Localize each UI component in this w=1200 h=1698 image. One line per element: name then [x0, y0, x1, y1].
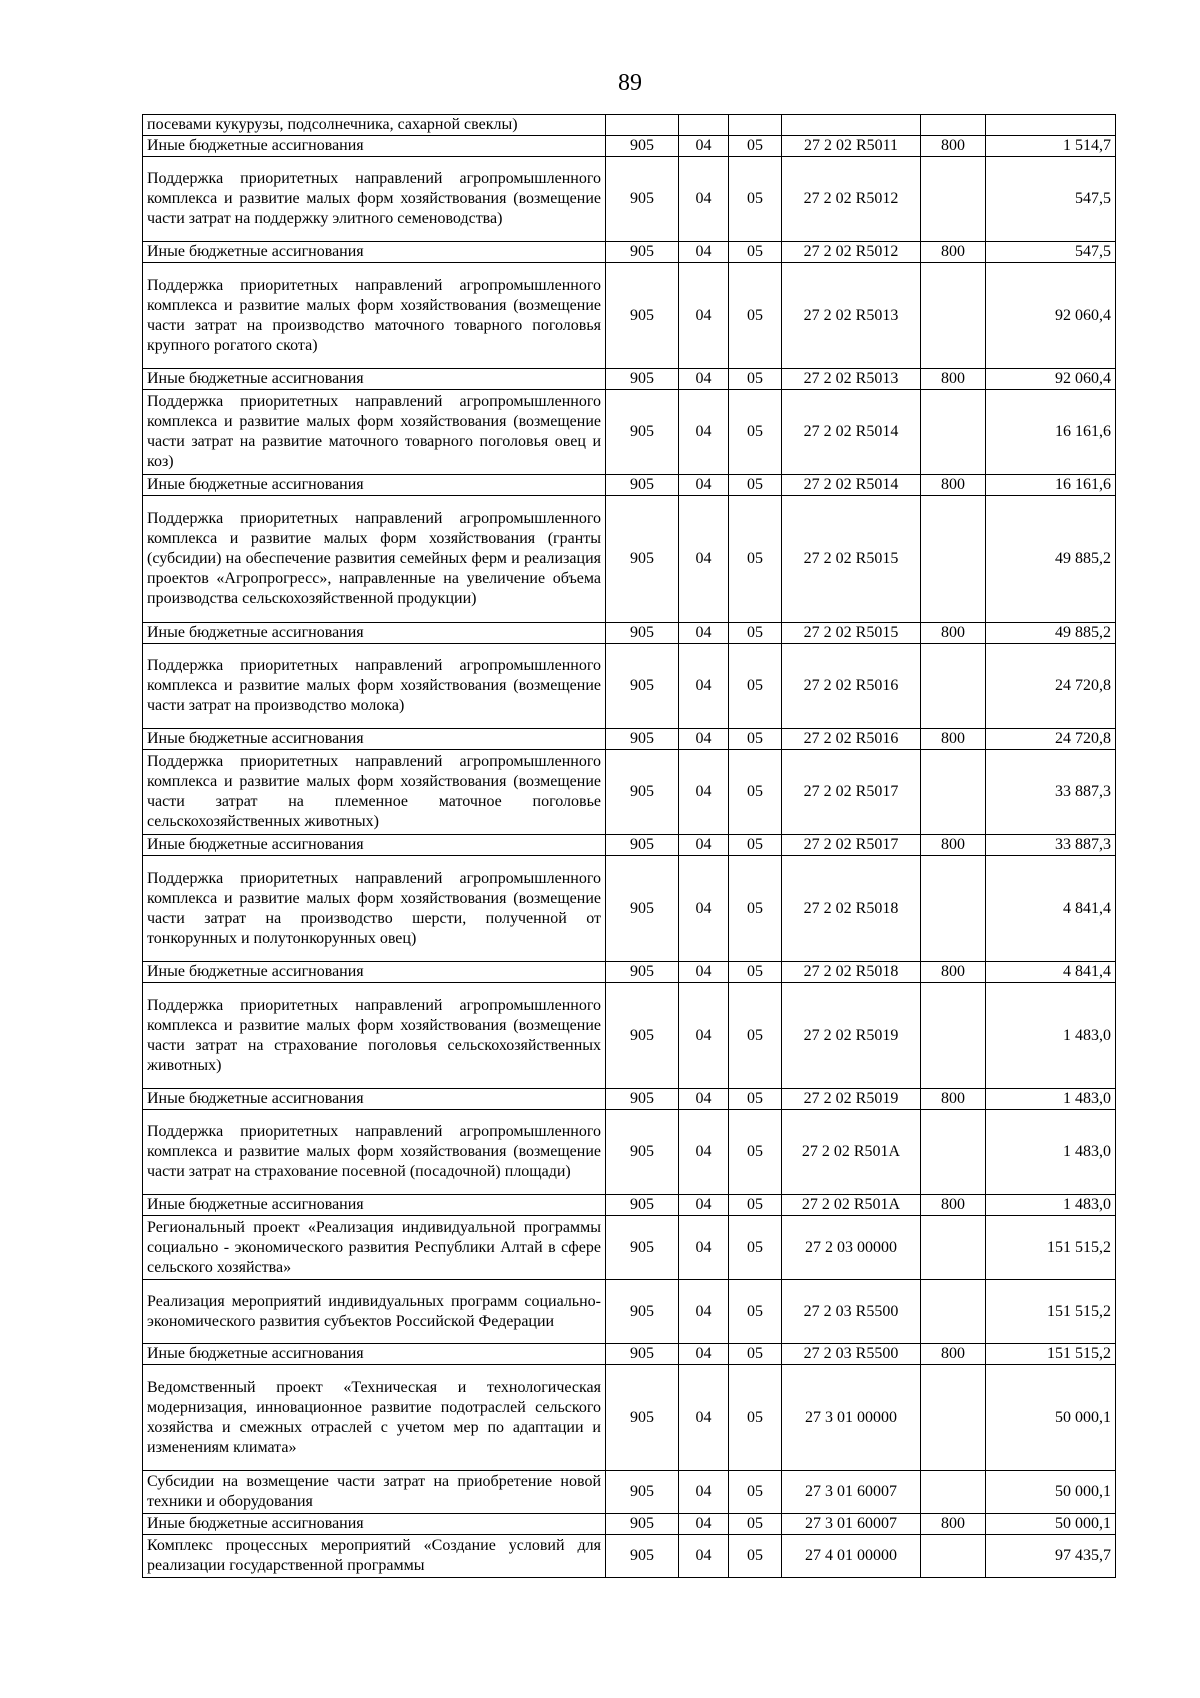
- row-description: Поддержка приоритетных направлений агропромышленного комплекса и развитие малых форм хозяйствования (возмещение части затрат на развитие маточного товарного поголовья овец и коз): [143, 390, 606, 475]
- table-row: [143, 369, 1116, 390]
- row-subsection-code: 05: [729, 1089, 782, 1110]
- row-amount: 16 161,6: [986, 475, 1116, 496]
- row-expense-type-code: [921, 1280, 986, 1344]
- table-row: [143, 644, 1116, 729]
- table-row: [143, 750, 1116, 835]
- row-section-code: 04: [679, 750, 729, 835]
- table-row: [143, 962, 1116, 983]
- row-grbs-code: 905: [606, 136, 679, 157]
- table-row: [143, 729, 1116, 750]
- row-section-code: 04: [679, 157, 729, 242]
- page-number: 89: [618, 70, 642, 96]
- row-expense-type-code: [921, 115, 986, 136]
- row-subsection-code: 05: [729, 496, 782, 623]
- row-amount: 547,5: [986, 157, 1116, 242]
- row-section-code: 04: [679, 644, 729, 729]
- row-expense-type-code: 800: [921, 1195, 986, 1216]
- row-subsection-code: 05: [729, 835, 782, 856]
- row-grbs-code: 905: [606, 1471, 679, 1514]
- row-expense-type-code: 800: [921, 136, 986, 157]
- row-grbs-code: 905: [606, 644, 679, 729]
- row-section-code: 04: [679, 136, 729, 157]
- row-amount: 4 841,4: [986, 856, 1116, 962]
- row-target-item-code: 27 2 02 R501A: [782, 1195, 921, 1216]
- row-description: Поддержка приоритетных направлений агропромышленного комплекса и развитие малых форм хозяйствования (возмещение части затрат на племенное маточное поголовье сельскохозяйственных животных): [143, 750, 606, 835]
- row-target-item-code: 27 2 02 R5014: [782, 390, 921, 475]
- row-section-code: 04: [679, 835, 729, 856]
- row-subsection-code: 05: [729, 369, 782, 390]
- row-section-code: 04: [679, 1471, 729, 1514]
- row-amount: 1 483,0: [986, 1110, 1116, 1195]
- row-amount: 1 514,7: [986, 136, 1116, 157]
- row-grbs-code: 905: [606, 1110, 679, 1195]
- row-expense-type-code: [921, 983, 986, 1089]
- row-description: Комплекс процессных мероприятий «Создание условий для реализации государственной программы: [143, 1535, 606, 1578]
- row-subsection-code: 05: [729, 157, 782, 242]
- row-subsection-code: 05: [729, 1535, 782, 1578]
- table-row: [143, 1195, 1116, 1216]
- row-description: Иные бюджетные ассигнования: [143, 729, 606, 750]
- row-expense-type-code: 800: [921, 1514, 986, 1535]
- row-expense-type-code: 800: [921, 242, 986, 263]
- row-expense-type-code: [921, 1471, 986, 1514]
- row-amount: 151 515,2: [986, 1344, 1116, 1365]
- row-section-code: 04: [679, 1535, 729, 1578]
- row-amount: 97 435,7: [986, 1535, 1116, 1578]
- row-section-code: 04: [679, 983, 729, 1089]
- table-row: [143, 835, 1116, 856]
- row-target-item-code: 27 2 02 R5016: [782, 644, 921, 729]
- row-subsection-code: 05: [729, 1195, 782, 1216]
- row-amount: 33 887,3: [986, 750, 1116, 835]
- row-section-code: 04: [679, 1365, 729, 1471]
- table-row: [143, 390, 1116, 475]
- row-description: Поддержка приоритетных направлений агропромышленного комплекса и развитие малых форм хозяйствования (гранты (субсидии) на обеспечение развития семейных ферм и реализация проектов «Агропрогресс», направленные на увеличение объема производства сельскохозяйственной продукции): [143, 496, 606, 623]
- row-section-code: 04: [679, 856, 729, 962]
- table-row: [143, 475, 1116, 496]
- row-grbs-code: 905: [606, 369, 679, 390]
- row-amount: 50 000,1: [986, 1514, 1116, 1535]
- row-section-code: 04: [679, 242, 729, 263]
- row-expense-type-code: 800: [921, 1089, 986, 1110]
- row-grbs-code: 905: [606, 390, 679, 475]
- row-grbs-code: 905: [606, 475, 679, 496]
- row-section-code: 04: [679, 390, 729, 475]
- table-row: [143, 242, 1116, 263]
- row-grbs-code: 905: [606, 750, 679, 835]
- row-amount: 151 515,2: [986, 1280, 1116, 1344]
- row-target-item-code: 27 2 02 R5019: [782, 983, 921, 1089]
- row-subsection-code: 05: [729, 1471, 782, 1514]
- row-amount: 151 515,2: [986, 1216, 1116, 1280]
- row-description: Поддержка приоритетных направлений агропромышленного комплекса и развитие малых форм хозяйствования (возмещение части затрат на производство шерсти, полученной от тонкорунных и полутонкорунных овец): [143, 856, 606, 962]
- row-expense-type-code: [921, 390, 986, 475]
- row-subsection-code: 05: [729, 1344, 782, 1365]
- row-expense-type-code: 800: [921, 1344, 986, 1365]
- row-grbs-code: [606, 115, 679, 136]
- budget-table: [142, 114, 1116, 1578]
- row-expense-type-code: [921, 644, 986, 729]
- row-amount: 50 000,1: [986, 1365, 1116, 1471]
- row-target-item-code: 27 3 01 60007: [782, 1514, 921, 1535]
- row-grbs-code: 905: [606, 1535, 679, 1578]
- row-description: Поддержка приоритетных направлений агропромышленного комплекса и развитие малых форм хозяйствования (возмещение части затрат на поддержку элитного семеноводства): [143, 157, 606, 242]
- row-amount: 1 483,0: [986, 1089, 1116, 1110]
- row-target-item-code: 27 2 03 00000: [782, 1216, 921, 1280]
- row-description: Поддержка приоритетных направлений агропромышленного комплекса и развитие малых форм хозяйствования (возмещение части затрат на производство маточного товарного поголовья крупного рогатого скота): [143, 263, 606, 369]
- row-subsection-code: 05: [729, 623, 782, 644]
- row-subsection-code: 05: [729, 962, 782, 983]
- row-target-item-code: 27 2 02 R5013: [782, 263, 921, 369]
- row-target-item-code: 27 2 02 R5018: [782, 962, 921, 983]
- row-grbs-code: 905: [606, 1089, 679, 1110]
- row-grbs-code: 905: [606, 1344, 679, 1365]
- row-target-item-code: 27 2 02 R501A: [782, 1110, 921, 1195]
- row-subsection-code: 05: [729, 1280, 782, 1344]
- row-subsection-code: 05: [729, 242, 782, 263]
- table-row: [143, 623, 1116, 644]
- row-target-item-code: 27 2 02 R5015: [782, 496, 921, 623]
- row-description: Иные бюджетные ассигнования: [143, 475, 606, 496]
- row-subsection-code: 05: [729, 475, 782, 496]
- table-row: [143, 1280, 1116, 1344]
- table-row: [143, 496, 1116, 623]
- row-target-item-code: 27 2 02 R5013: [782, 369, 921, 390]
- row-subsection-code: 05: [729, 856, 782, 962]
- row-grbs-code: 905: [606, 1514, 679, 1535]
- row-target-item-code: 27 3 01 00000: [782, 1365, 921, 1471]
- row-expense-type-code: [921, 157, 986, 242]
- table-row: [143, 1089, 1116, 1110]
- row-description: Иные бюджетные ассигнования: [143, 1195, 606, 1216]
- row-amount: 1 483,0: [986, 983, 1116, 1089]
- row-target-item-code: [782, 115, 921, 136]
- row-amount: 92 060,4: [986, 369, 1116, 390]
- row-description: Иные бюджетные ассигнования: [143, 1514, 606, 1535]
- row-description: Субсидии на возмещение части затрат на приобретение новой техники и оборудования: [143, 1471, 606, 1514]
- row-description: Иные бюджетные ассигнования: [143, 136, 606, 157]
- row-section-code: 04: [679, 263, 729, 369]
- row-amount: 24 720,8: [986, 644, 1116, 729]
- row-description: Иные бюджетные ассигнования: [143, 242, 606, 263]
- table-row: [143, 1471, 1116, 1514]
- table-row: [143, 115, 1116, 136]
- row-grbs-code: 905: [606, 856, 679, 962]
- row-target-item-code: 27 2 02 R5012: [782, 157, 921, 242]
- table-row: [143, 1514, 1116, 1535]
- row-amount: 92 060,4: [986, 263, 1116, 369]
- row-target-item-code: 27 2 02 R5012: [782, 242, 921, 263]
- row-subsection-code: 05: [729, 1110, 782, 1195]
- row-expense-type-code: [921, 750, 986, 835]
- row-section-code: 04: [679, 496, 729, 623]
- row-subsection-code: 05: [729, 983, 782, 1089]
- row-description: Поддержка приоритетных направлений агропромышленного комплекса и развитие малых форм хозяйствования (возмещение части затрат на страхование поголовья сельскохозяйственных животных): [143, 983, 606, 1089]
- row-amount: 24 720,8: [986, 729, 1116, 750]
- row-grbs-code: 905: [606, 263, 679, 369]
- row-section-code: 04: [679, 1280, 729, 1344]
- row-target-item-code: 27 2 02 R5015: [782, 623, 921, 644]
- row-description: Региональный проект «Реализация индивидуальной программы социально - экономического развития Республики Алтай в сфере сельского хозяйства»: [143, 1216, 606, 1280]
- row-target-item-code: 27 3 01 60007: [782, 1471, 921, 1514]
- row-grbs-code: 905: [606, 983, 679, 1089]
- row-description: Поддержка приоритетных направлений агропромышленного комплекса и развитие малых форм хозяйствования (возмещение части затрат на страхование посевной (посадочной) площади): [143, 1110, 606, 1195]
- row-target-item-code: 27 2 02 R5018: [782, 856, 921, 962]
- row-grbs-code: 905: [606, 1365, 679, 1471]
- row-description: Поддержка приоритетных направлений агропромышленного комплекса и развитие малых форм хозяйствования (возмещение части затрат на производство молока): [143, 644, 606, 729]
- row-expense-type-code: [921, 1110, 986, 1195]
- row-target-item-code: 27 2 02 R5014: [782, 475, 921, 496]
- row-section-code: [679, 115, 729, 136]
- row-section-code: 04: [679, 962, 729, 983]
- row-amount: 4 841,4: [986, 962, 1116, 983]
- row-amount: 547,5: [986, 242, 1116, 263]
- row-description: Ведомственный проект «Техническая и технологическая модернизация, инновационное развитие подотраслей сельского хозяйства и смежных отраслей с учетом мер по адаптации и изменениям климата»: [143, 1365, 606, 1471]
- row-amount: [986, 115, 1116, 136]
- row-expense-type-code: [921, 1365, 986, 1471]
- row-description: Реализация мероприятий индивидуальных программ социально-экономического развития субъектов Российской Федерации: [143, 1280, 606, 1344]
- row-grbs-code: 905: [606, 1195, 679, 1216]
- row-expense-type-code: 800: [921, 962, 986, 983]
- row-expense-type-code: [921, 496, 986, 623]
- table-row: [143, 157, 1116, 242]
- row-grbs-code: 905: [606, 962, 679, 983]
- row-target-item-code: 27 4 01 00000: [782, 1535, 921, 1578]
- row-section-code: 04: [679, 1514, 729, 1535]
- row-target-item-code: 27 2 02 R5011: [782, 136, 921, 157]
- table-row: [143, 1535, 1116, 1578]
- table-row: [143, 983, 1116, 1089]
- row-section-code: 04: [679, 1216, 729, 1280]
- row-expense-type-code: 800: [921, 623, 986, 644]
- row-description: Иные бюджетные ассигнования: [143, 835, 606, 856]
- row-amount: 16 161,6: [986, 390, 1116, 475]
- table-row: [143, 1216, 1116, 1280]
- row-section-code: 04: [679, 475, 729, 496]
- row-subsection-code: 05: [729, 750, 782, 835]
- row-expense-type-code: 800: [921, 729, 986, 750]
- table-row: [143, 1344, 1116, 1365]
- row-amount: 50 000,1: [986, 1471, 1116, 1514]
- row-description: Иные бюджетные ассигнования: [143, 623, 606, 644]
- row-target-item-code: 27 2 02 R5019: [782, 1089, 921, 1110]
- row-subsection-code: 05: [729, 644, 782, 729]
- row-amount: 49 885,2: [986, 496, 1116, 623]
- row-expense-type-code: [921, 263, 986, 369]
- row-section-code: 04: [679, 1110, 729, 1195]
- row-description: Иные бюджетные ассигнования: [143, 1344, 606, 1365]
- table-row: [143, 856, 1116, 962]
- row-target-item-code: 27 2 03 R5500: [782, 1280, 921, 1344]
- row-section-code: 04: [679, 623, 729, 644]
- row-subsection-code: 05: [729, 1365, 782, 1471]
- row-expense-type-code: 800: [921, 369, 986, 390]
- row-grbs-code: 905: [606, 157, 679, 242]
- table-row: [143, 1365, 1116, 1471]
- row-description: посевами кукурузы, подсолнечника, сахарной свеклы): [143, 115, 606, 136]
- row-subsection-code: 05: [729, 729, 782, 750]
- row-description: Иные бюджетные ассигнования: [143, 1089, 606, 1110]
- table-body: [143, 115, 1116, 1578]
- table-row: [143, 1110, 1116, 1195]
- row-grbs-code: 905: [606, 835, 679, 856]
- row-section-code: 04: [679, 1089, 729, 1110]
- row-target-item-code: 27 2 02 R5016: [782, 729, 921, 750]
- row-amount: 33 887,3: [986, 835, 1116, 856]
- row-expense-type-code: [921, 856, 986, 962]
- row-subsection-code: 05: [729, 136, 782, 157]
- row-section-code: 04: [679, 369, 729, 390]
- row-amount: 1 483,0: [986, 1195, 1116, 1216]
- row-amount: 49 885,2: [986, 623, 1116, 644]
- row-expense-type-code: 800: [921, 835, 986, 856]
- row-subsection-code: 05: [729, 1216, 782, 1280]
- row-description: Иные бюджетные ассигнования: [143, 962, 606, 983]
- row-grbs-code: 905: [606, 623, 679, 644]
- row-subsection-code: [729, 115, 782, 136]
- row-target-item-code: 27 2 02 R5017: [782, 750, 921, 835]
- row-section-code: 04: [679, 1195, 729, 1216]
- row-grbs-code: 905: [606, 1280, 679, 1344]
- row-description: Иные бюджетные ассигнования: [143, 369, 606, 390]
- row-subsection-code: 05: [729, 263, 782, 369]
- row-grbs-code: 905: [606, 729, 679, 750]
- row-target-item-code: 27 2 02 R5017: [782, 835, 921, 856]
- row-expense-type-code: [921, 1216, 986, 1280]
- table-row: [143, 136, 1116, 157]
- row-grbs-code: 905: [606, 496, 679, 623]
- row-grbs-code: 905: [606, 1216, 679, 1280]
- table-row: [143, 263, 1116, 369]
- row-target-item-code: 27 2 03 R5500: [782, 1344, 921, 1365]
- row-grbs-code: 905: [606, 242, 679, 263]
- row-subsection-code: 05: [729, 390, 782, 475]
- row-section-code: 04: [679, 729, 729, 750]
- row-expense-type-code: 800: [921, 475, 986, 496]
- row-section-code: 04: [679, 1344, 729, 1365]
- row-expense-type-code: [921, 1535, 986, 1578]
- row-subsection-code: 05: [729, 1514, 782, 1535]
